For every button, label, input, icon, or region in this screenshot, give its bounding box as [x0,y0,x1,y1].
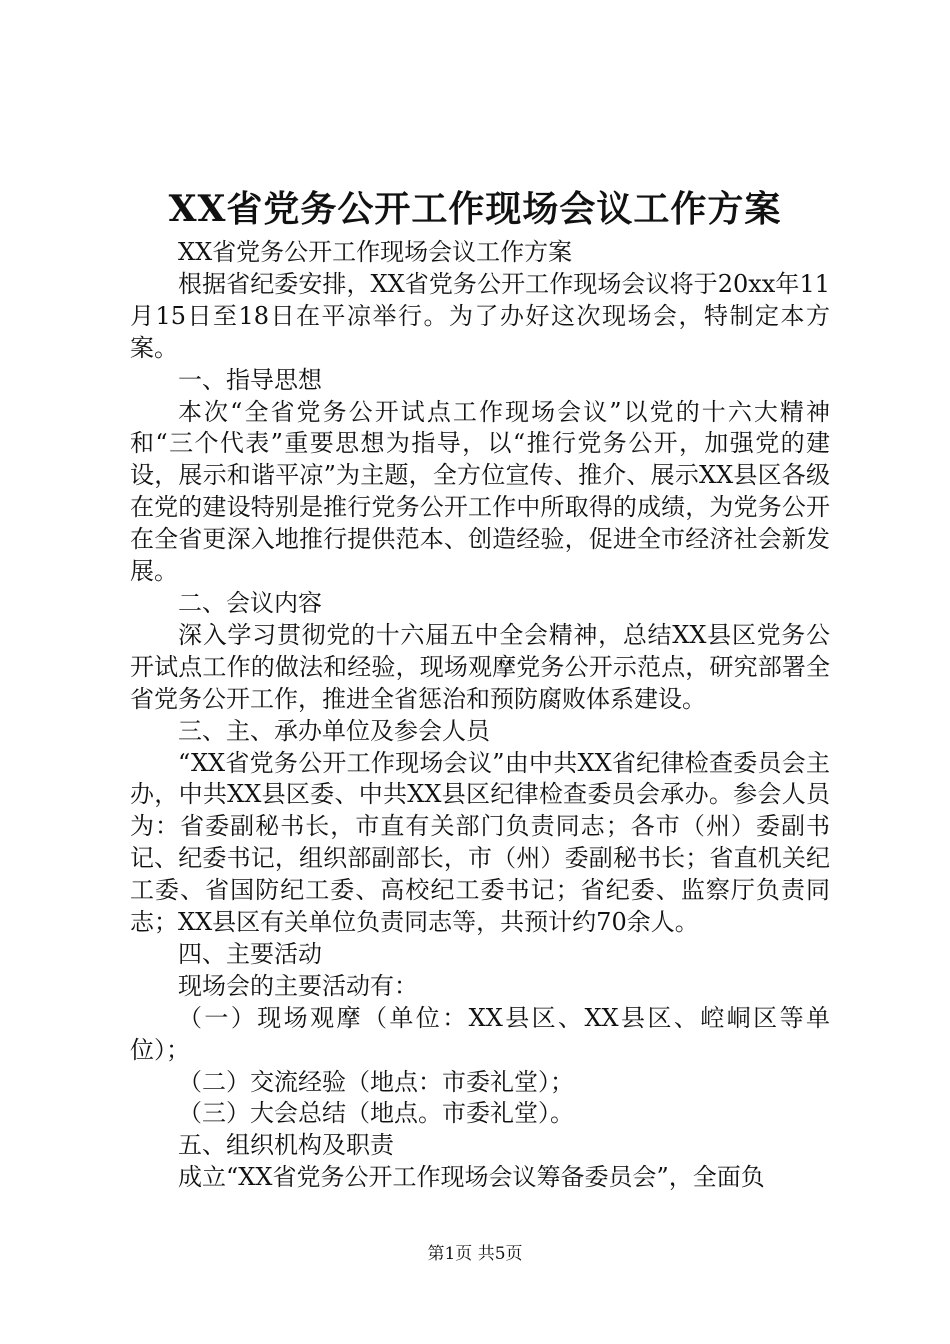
list-item-activity-2: （二）交流经验（地点：市委礼堂）； [178,1067,574,1096]
list-item-activity-3: （三）大会总结（地点。市委礼堂）。 [178,1099,574,1128]
list-item-activity-1: （一）现场观摩（单位：XX县区、XX县区、崆峒区等单位）； [130,1003,830,1064]
document-body [130,237,830,1194]
paragraph-guiding-ideology: 本次“全省党务公开试点工作现场会议”以党的十六大精神和“三个代表”重要思想为指导，以“推行党务公开，加强党的建设，展示和谐平凉”为主题，全方位宣传、推介、展示XX县区各级在党的建设特别是推行党务公开工作中所取得的成绩，为党务公开在全省更深入地推行提供范本、创造经验，促进全市经济社会新发展。 [130,397,830,586]
paragraph-meeting-content: 深入学习贯彻党的十六届五中全会精神，总结XX县区党务公开试点工作的做法和经验，现场观摩党务公开示范点，研究部署全省党务公开工作，推进全省惩治和预防腐败体系建设。 [130,620,830,713]
paragraph-organization: 成立“XX省党务公开工作现场会议筹备委员会”，全面负 [178,1163,765,1192]
paragraph-subtitle: XX省党务公开工作现场会议工作方案 [178,238,573,266]
page-footer: 第1页 共5页 [427,1244,523,1264]
section-heading-organizers: 三、主、承办单位及参会人员 [178,716,490,745]
section-heading-meeting-content: 二、会议内容 [178,588,322,617]
section-heading-guiding-ideology: 一、指导思想 [178,365,322,394]
document-title: XX省党务公开工作现场会议工作方案 [168,188,782,230]
section-heading-main-activities: 四、主要活动 [178,939,322,968]
paragraph-intro: 根据省纪委安排，XX省党务公开工作现场会议将于20xx年11月15日至18日在平凉举行。为了办好这次现场会，特制定本方案。 [130,269,830,362]
paragraph-organizers: “XX省党务公开工作现场会议”由中共XX省纪律检查委员会主办，中共XX县区委、中共XX县区纪律检查委员会承办。参会人员为：省委副秘书长，市直有关部门负责同志；各市（州）委副书记、纪委书记，组织部副部长，市（州）委副秘书长；省直机关纪工委、省国防纪工委、高校纪工委书记；省纪委、监察厅负责同志；XX县区有关单位负责同志等，共预计约70余人。 [130,748,830,937]
section-heading-organization: 五、组织机构及职责 [178,1131,394,1160]
paragraph-activities-intro: 现场会的主要活动有： [178,971,418,1000]
